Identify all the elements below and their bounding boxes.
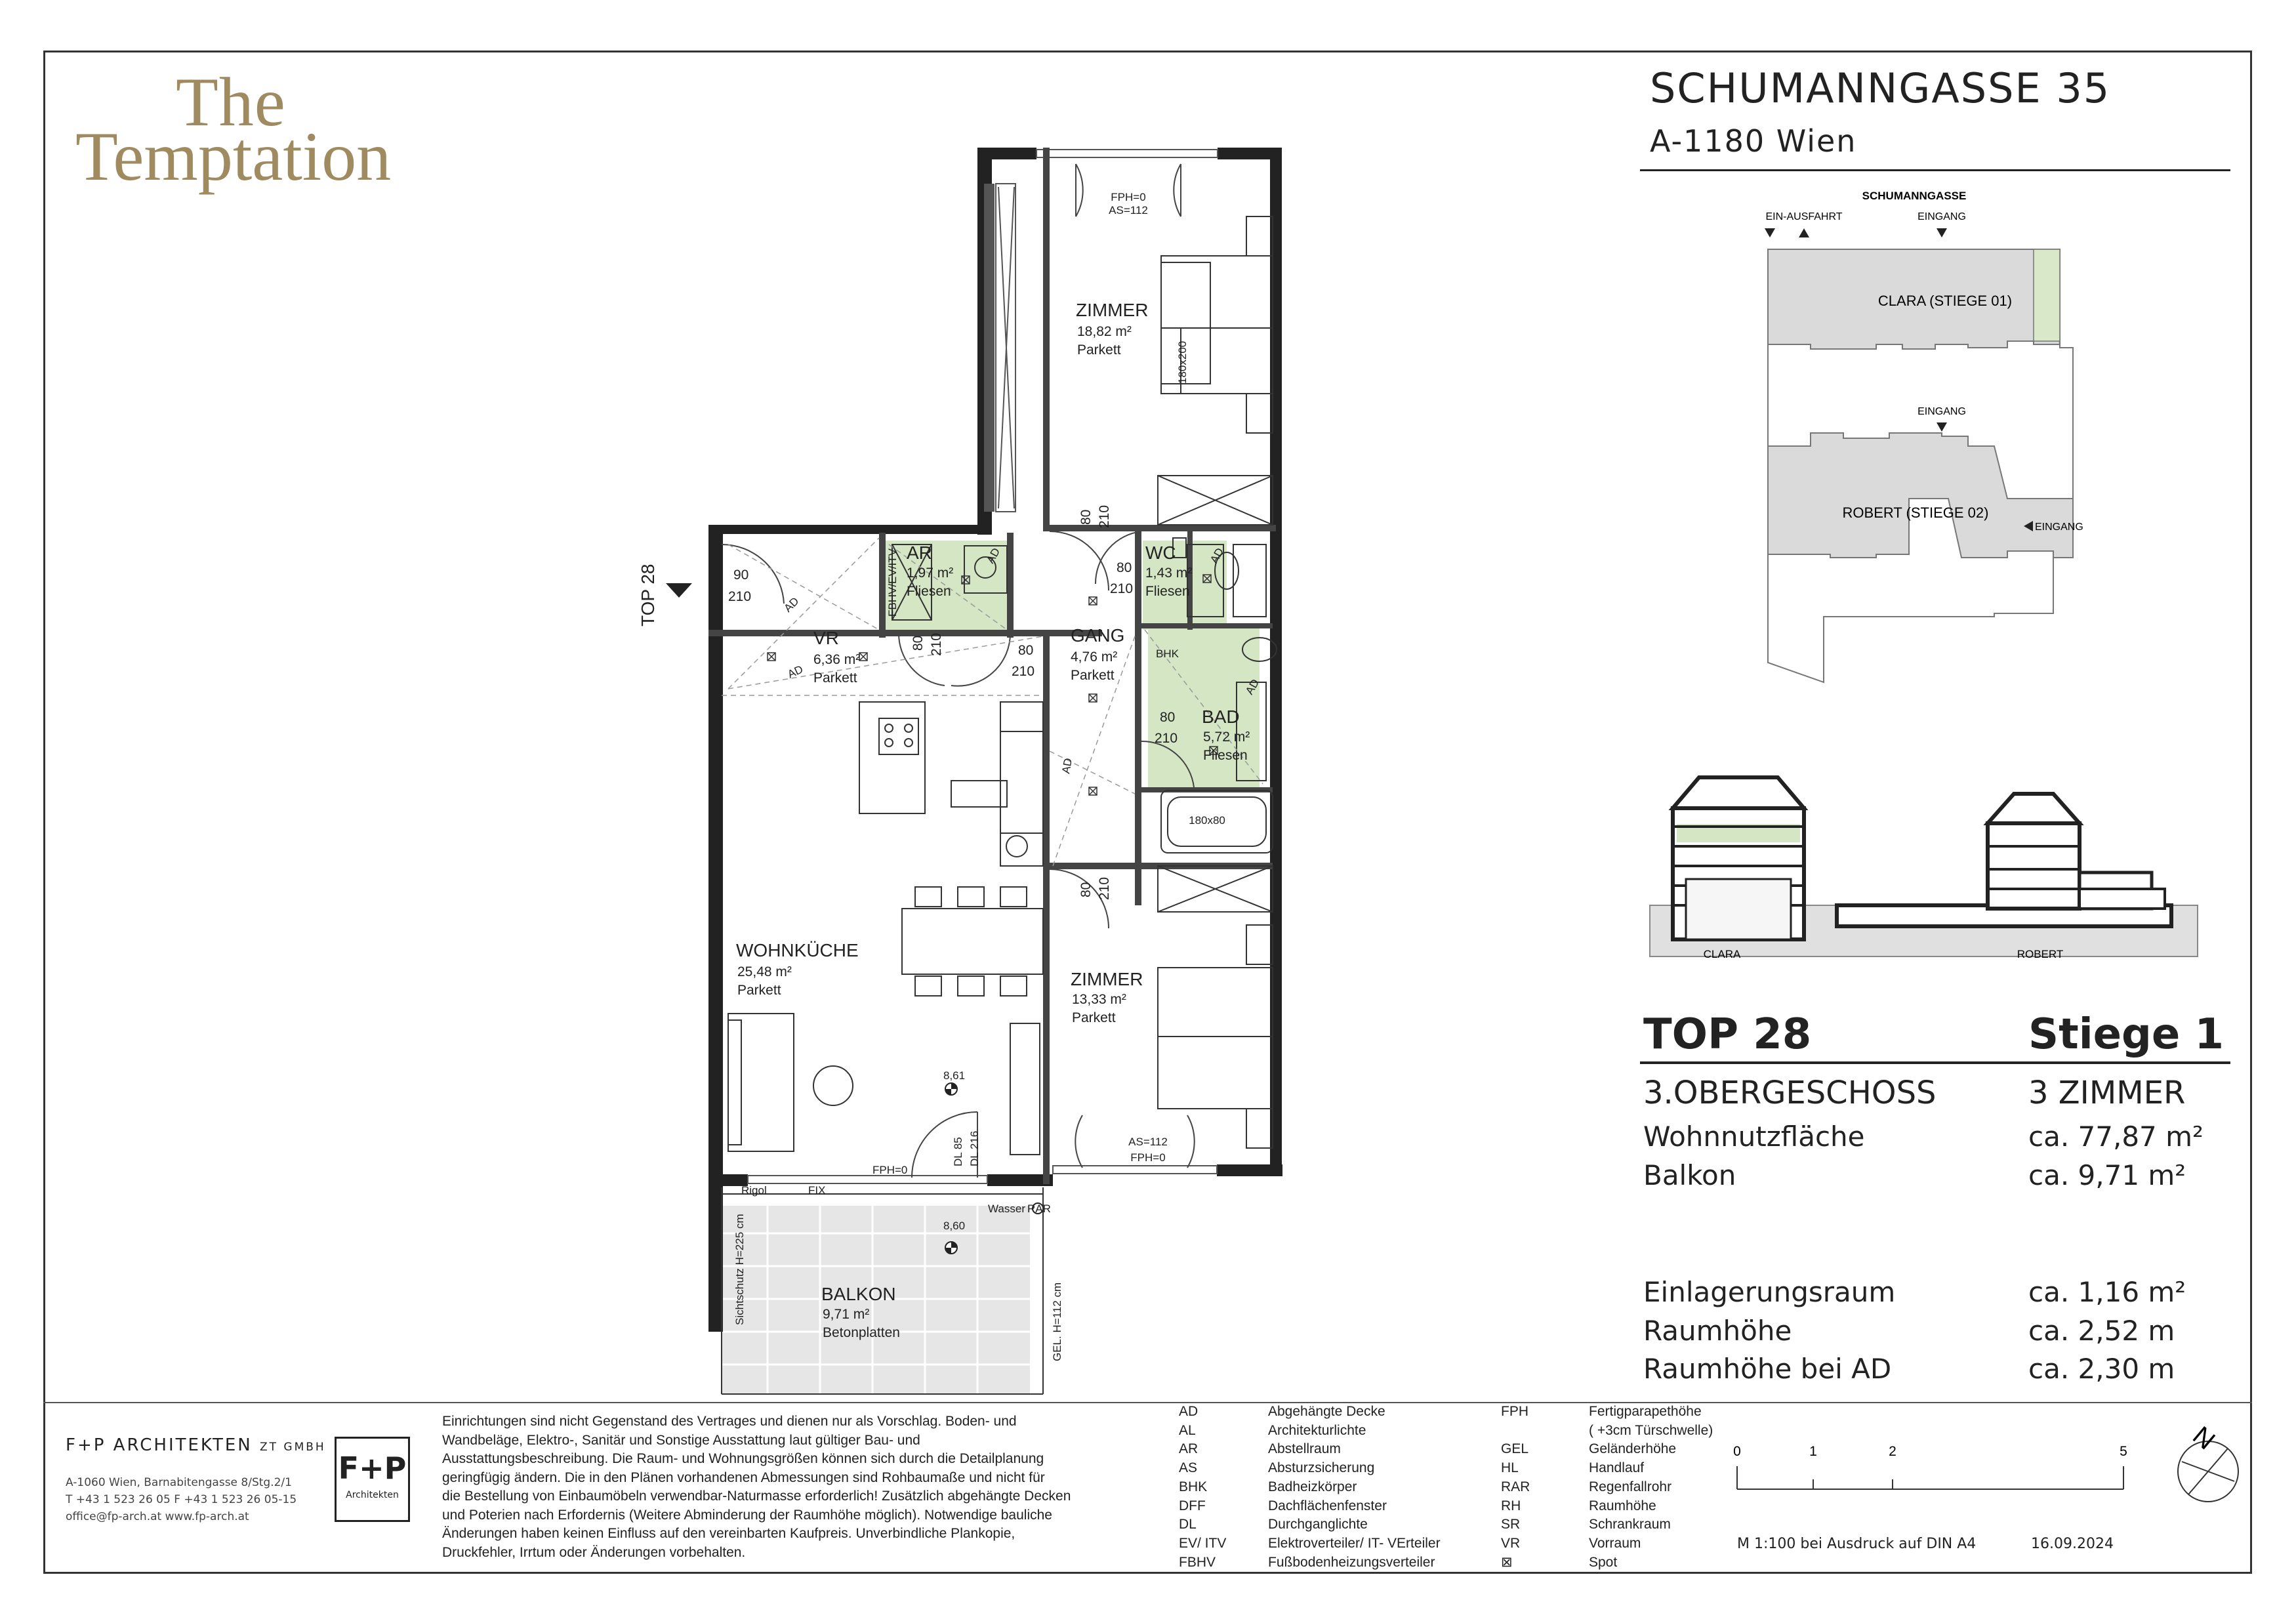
plan-label: DL 216 (968, 1130, 981, 1166)
plan-label: Wasser (988, 1202, 1025, 1215)
legend-abbreviations-1 (1179, 1403, 1441, 1572)
legend-row (1501, 1515, 1713, 1534)
legend-text: Architekturlichte (1268, 1422, 1366, 1438)
legend-text: AL (1179, 1422, 1196, 1438)
plan-label: 25,48 m² (737, 964, 792, 979)
unit-rooms: 3 ZIMMER (2028, 1075, 2186, 1111)
site-arrow-3 (1937, 228, 1947, 237)
unit-row2-value: ca. 2,30 m (2028, 1353, 2175, 1385)
unit-row2-label: Einlagerungsraum (1643, 1276, 1896, 1308)
plan-label: 80 (911, 635, 926, 651)
legend-text: RH (1501, 1498, 1521, 1513)
plan-label: RAR (1027, 1202, 1051, 1215)
legend-text: Badheizkörper (1268, 1479, 1357, 1494)
legend-abbreviations-2 (1501, 1403, 1713, 1572)
legend-text: VR (1501, 1535, 1521, 1551)
plan-label: FPH=0 (1111, 191, 1146, 203)
plan-label: Fliesen (1145, 584, 1190, 599)
site-entry-exit: EIN-AUSFAHRT (1765, 211, 1843, 222)
legend-text: RAR (1501, 1479, 1530, 1494)
site-street-label: SCHUMANNGASSE (1862, 190, 1967, 202)
plan-label: 1,97 m² (907, 565, 954, 581)
plan-label: BHK (1156, 647, 1179, 660)
plan-label: AD (785, 663, 806, 681)
room-zimmer1-name: ZIMMER (1076, 300, 1149, 320)
plan-label: Parkett (813, 670, 857, 686)
legend-row (1179, 1553, 1441, 1572)
logo-fp: F+P (338, 1450, 407, 1486)
legend-row (1501, 1478, 1713, 1497)
disclaimer (442, 1412, 1071, 1562)
plan-label: AD (1243, 677, 1262, 697)
legend-text: ( +3cm Türschwelle) (1589, 1422, 1713, 1438)
legend-row (1501, 1422, 1713, 1441)
plan-label: 210 (728, 589, 752, 604)
legend-text: Elektroverteiler/ IT- VErteiler (1268, 1535, 1441, 1551)
plan-label: GEL. H=112 cm (1051, 1282, 1063, 1361)
legend-text: Handlauf (1589, 1460, 1645, 1476)
plan-label: Parkett (1077, 342, 1121, 358)
unit-row2-label: Raumhöhe (1643, 1315, 1792, 1347)
legend-text: Geländerhöhe (1589, 1441, 1677, 1457)
section-clara-roof (1673, 777, 1804, 808)
plan-label: 180x80 (1189, 814, 1225, 827)
site-building-robert (1768, 433, 2073, 558)
plan-label: FBHV/EV/ITV (886, 548, 899, 617)
plan-label: Rigol (741, 1184, 767, 1197)
legend-text: DFF (1179, 1498, 1206, 1513)
plan-label: Parkett (737, 983, 781, 998)
legend-row (1179, 1534, 1441, 1553)
legend-text: F+P ARCHITEKTEN (66, 1435, 253, 1455)
site-building2-label: ROBERT (STIEGE 02) (1842, 504, 1989, 521)
architect-phone: T +43 1 523 26 05 F +43 1 523 26 05-15 (66, 1493, 297, 1506)
plan-label: FPH=0 (1130, 1151, 1166, 1164)
plan-label: 80 (1117, 560, 1132, 575)
room-vr-name: VR (813, 628, 839, 648)
legend-row (1179, 1440, 1441, 1459)
unit-top: TOP 28 (1643, 1010, 1812, 1059)
section-left-label: CLARA (1703, 948, 1741, 960)
top-marker-arrow (666, 583, 692, 598)
legend-text: Spot (1589, 1554, 1618, 1570)
plan-label: 80 (1160, 710, 1176, 725)
plan-date: 16.09.2024 (2031, 1536, 2114, 1552)
site-entrance-mid: EINGANG (1917, 406, 1966, 417)
footer-rule (43, 1402, 2252, 1403)
plan-label: 1,43 m² (1145, 565, 1193, 581)
legend-text: Abstellraum (1268, 1441, 1341, 1457)
top-marker-label: TOP 28 (638, 564, 658, 627)
plan-label: 13,33 m² (1072, 992, 1126, 1007)
legend-text: SR (1501, 1517, 1521, 1532)
legend-text: Vorraum (1589, 1535, 1641, 1551)
scale-note: M 1:100 bei Ausdruck auf DIN A4 (1737, 1536, 1977, 1552)
legend-text: Raumhöhe (1589, 1498, 1656, 1513)
architect-logo (335, 1437, 410, 1522)
legend-text: AS (1179, 1460, 1198, 1476)
room-wohnkueche-name: WOHNKÜCHE (736, 940, 859, 960)
legend-text: AR (1179, 1441, 1199, 1457)
plan-label: 210 (1012, 664, 1035, 679)
legend-row (1179, 1459, 1441, 1478)
plan-label: 1 (1809, 1444, 1817, 1459)
section-robert-roof (1988, 794, 2080, 823)
room-zimmer2-name: ZIMMER (1071, 969, 1143, 989)
plan-label: 5 (2120, 1444, 2127, 1459)
legend-text: Regenfallrohr (1589, 1479, 1672, 1494)
plan-label: Fliesen (1203, 748, 1248, 763)
wall-left-main (708, 525, 723, 1332)
legend-text: BHK (1179, 1479, 1208, 1494)
site-plan (1745, 184, 2112, 695)
disclaimer-line: Druckfehler, Irrtum oder Änderungen vorbehalten. (442, 1544, 746, 1560)
plan-label: 80 (1018, 643, 1034, 658)
logo-sub: Architekten (346, 1490, 399, 1500)
unit-row-label: Wohnnutzfläche (1643, 1120, 1865, 1153)
disclaimer-line: Wandbeläge, Elektro-, Sanitär und Sonstige Ausstattung laut gültiger Bau- und (442, 1432, 920, 1448)
legend-text: Durchganglichte (1268, 1517, 1368, 1532)
plan-label: DL 85 (952, 1137, 964, 1166)
plan-label: FPH=0 (872, 1164, 908, 1176)
unit-row-value: ca. 77,87 m² (2028, 1120, 2204, 1153)
plan-label: 9,71 m² (823, 1307, 870, 1322)
unit-row2-value: ca. 1,16 m² (2028, 1276, 2186, 1308)
legend-text: Dachflächenfenster (1268, 1498, 1387, 1513)
north-arrow (2162, 1409, 2254, 1514)
plan-label: Sichtschutz H=225 cm (733, 1214, 746, 1325)
north-letter: N (2187, 1421, 2221, 1456)
plan-label: Fliesen (907, 584, 951, 599)
legend-text: Schrankraum (1589, 1517, 1671, 1532)
site-building1-label: CLARA (STIEGE 01) (1877, 293, 2013, 309)
plan-label: Parkett (1072, 1010, 1116, 1025)
site-arrow-2 (1799, 228, 1809, 237)
legend-text: HL (1501, 1460, 1519, 1476)
room-bad-name: BAD (1202, 707, 1240, 727)
plan-label: 80 (1078, 509, 1094, 525)
legend-row (1179, 1515, 1441, 1534)
plan-label: AD (1059, 757, 1075, 775)
unit-floor: 3.OBERGESCHOSS (1643, 1075, 1937, 1111)
unit-rule (1640, 1061, 2230, 1064)
legend-text: Abgehängte Decke (1268, 1404, 1385, 1419)
plan-label: 80 (1078, 882, 1094, 897)
architect-web: office@fp-arch.at www.fp-arch.at (66, 1510, 249, 1523)
legend-text: AD (1179, 1404, 1199, 1419)
site-entrance-top: EINGANG (1917, 211, 1966, 222)
plan-label: Parkett (1071, 668, 1115, 683)
site-arrow-1 (1765, 228, 1775, 237)
plan-label: 0 (1733, 1444, 1741, 1459)
plan-label: AS=112 (1109, 204, 1148, 216)
legend-row (1179, 1422, 1441, 1441)
plan-label: FIX (808, 1184, 826, 1197)
unit-row-value: ca. 9,71 m² (2028, 1159, 2186, 1191)
legend-text: FPH (1501, 1404, 1528, 1419)
site-entrance-side: EINGANG (2035, 522, 2083, 533)
architect-address: A-1060 Wien, Barnabitengasse 8/Stg.2/1 (66, 1476, 292, 1489)
plan-label: 8,60 (943, 1220, 966, 1232)
legend-text: GEL (1501, 1441, 1529, 1457)
room-gang-name: GANG (1071, 625, 1125, 646)
plan-label: AS=112 (1128, 1136, 1168, 1148)
plan-label: 5,72 m² (1203, 729, 1250, 745)
unit-row2-value: ca. 2,52 m (2028, 1315, 2175, 1347)
disclaimer-line: die Bestellung von Einbaumöbeln verwendbar-Naturmasse erforderlich! Zusätzlich abgehängte Decken (442, 1489, 1071, 1504)
legend-text: DL (1179, 1517, 1197, 1532)
plan-label: 8,61 (943, 1069, 966, 1082)
legend-row (1501, 1403, 1713, 1422)
site-green-strip (2034, 249, 2060, 341)
plan-label: 6,36 m² (813, 652, 861, 667)
section-right-label: ROBERT (2017, 948, 2064, 960)
room-ar-name: AR (907, 543, 932, 563)
legend-row (1501, 1553, 1713, 1572)
address-street: SCHUMANNGASSE 35 (1650, 64, 2111, 112)
room-wc-name: WC (1145, 543, 1176, 563)
disclaimer-line: Einrichtungen sind nicht Gegenstand des Vertrages und dienen nur als Vorschlag. Boden- und (442, 1414, 1017, 1429)
plan-label: 18,82 m² (1077, 324, 1132, 339)
plan-label: AD (781, 594, 802, 615)
plan-label: AD (1208, 546, 1227, 565)
legend-row (1179, 1403, 1441, 1422)
legend-row (1501, 1459, 1713, 1478)
site-arrow-4 (1937, 422, 1947, 432)
legend-text: FBHV (1179, 1554, 1216, 1570)
room-balkon-name: BALKON (821, 1284, 896, 1304)
disclaimer-line: geringfügig ändern. Die in den Plänen vorhandenen Abmessungen sind Rohbaumaße und nicht für (442, 1469, 1045, 1485)
logo-the: The (176, 64, 286, 140)
plan-label: Betonplatten (823, 1325, 900, 1340)
scale-bar (1732, 1440, 2139, 1499)
unit-row2-label: Raumhöhe bei AD (1643, 1353, 1892, 1385)
logo-temptation: Temptation (75, 118, 392, 195)
legend-row (1179, 1497, 1441, 1516)
legend-row (1501, 1440, 1713, 1459)
plan-label: AD (984, 546, 1003, 565)
plan-label: 210 (1097, 876, 1112, 900)
plan-label: 180x200 (1176, 340, 1189, 384)
section-robert (1988, 823, 2080, 909)
unit-row-label: Balkon (1643, 1159, 1736, 1191)
legend-text: EV/ ITV (1179, 1535, 1227, 1551)
legend-text: Fertigparapethöhe (1589, 1404, 1702, 1419)
legend-row (1501, 1534, 1713, 1553)
disclaimer-line: Änderungen haben keinen Einfluss auf den vereinbarten Kaufpreis. Unverbindliche Plankopie, (442, 1526, 1015, 1541)
disclaimer-line: und Poterien nach Erfordernis (Weitere Abminderung der Raumhöhe möglich). Notwendige bauliche (442, 1507, 1052, 1523)
plan-label: 210 (929, 632, 944, 656)
legend-text: Absturzsicherung (1268, 1460, 1375, 1476)
plan-label: 210 (1155, 731, 1178, 746)
architect-name (66, 1435, 326, 1455)
legend-text: ⊠ (1501, 1554, 1513, 1570)
plan-label: 4,76 m² (1071, 649, 1118, 665)
address-city: A-1180 Wien (1650, 123, 1857, 159)
wall-right (1270, 148, 1282, 1174)
legend-text: ZT GMBH (259, 1441, 326, 1454)
unit-stair: Stiege 1 (2028, 1010, 2224, 1059)
legend-row (1179, 1478, 1441, 1497)
legend-text: Fußbodenheizungsverteiler (1268, 1554, 1435, 1570)
plan-label: 2 (1889, 1444, 1896, 1459)
plan-label: 90 (733, 567, 749, 583)
legend-row (1501, 1497, 1713, 1516)
plan-label: 210 (1110, 581, 1134, 596)
apartment-floor-plan (623, 144, 1378, 1404)
building-section (1647, 761, 2204, 971)
disclaimer-line: Ausstattungsbeschreibung. Die Raum- und Wohnungsgrößen können sich durch die Detailplanung (442, 1451, 1044, 1466)
plan-label: 210 (1097, 504, 1112, 528)
address-rule (1640, 169, 2230, 171)
